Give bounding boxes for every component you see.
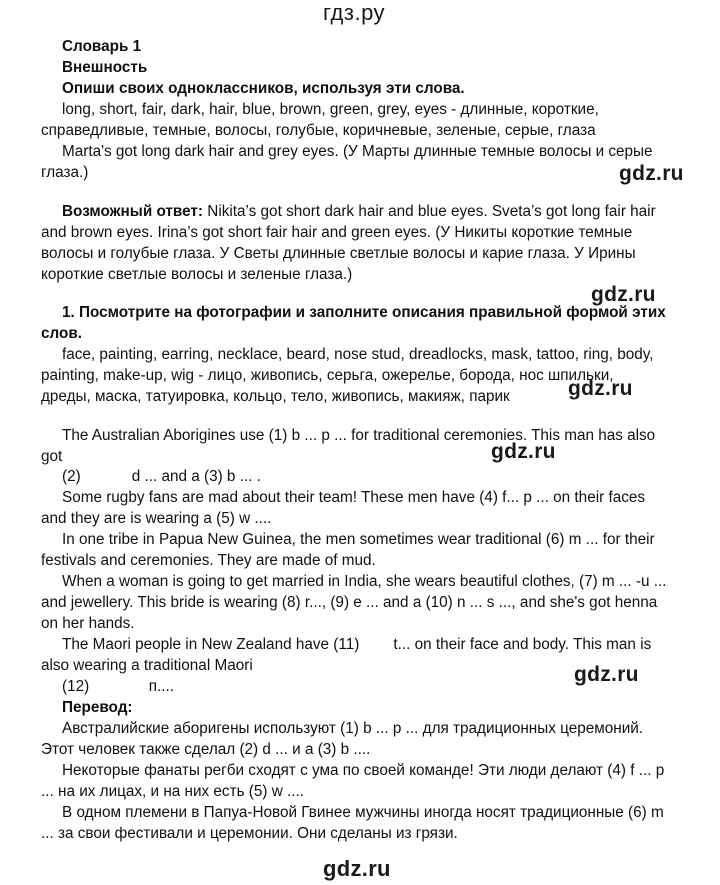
- answer-line: волосы и голубые глаза. У Светы длинные светлые волосы и карие глаза. У Ирины: [41, 245, 636, 262]
- text-line: got: [41, 448, 63, 465]
- translation-line: ... на их лицах, и на них есть (5) w ....: [41, 783, 305, 800]
- text-line: In one tribe in Papua New Guinea, the men sometimes wear traditional (6) m ... for their: [62, 531, 655, 548]
- text-line: on her hands.: [41, 615, 135, 632]
- watermark: gdz.ru: [568, 377, 633, 400]
- footer-watermark: gdz.ru: [323, 856, 391, 881]
- text-line: and jewellery. This bride is wearing (8) r..., (9) e ... and a (10) n ... s ..., and she's got henna: [41, 594, 658, 611]
- text-line: The Australian Aborigines use (1) b ... p ... for traditional ceremonies. This man has also: [62, 427, 656, 444]
- vocab-line: long, short, fair, dark, hair, blue, brown, green, grey, eyes - длинные, короткие,: [62, 101, 599, 118]
- answer-first-line: [62, 202, 656, 222]
- site-header-title: гдз.ру: [323, 0, 386, 25]
- text-line: (12) п....: [62, 678, 174, 695]
- watermark: gdz.ru: [619, 162, 684, 185]
- translation-label: Перевод:: [62, 699, 133, 716]
- translation-line: Некоторые фанаты регби сходят с ума по своей команде! Эти люди делают (4) f ... p: [62, 762, 665, 779]
- text-line: festivals and ceremonies. They are made of mud.: [41, 552, 376, 569]
- text-line: The Maori people in New Zealand have (11) t... on their face and body. This man is: [62, 636, 652, 653]
- text-line: (2) d ... and a (3) b ... .: [62, 468, 261, 485]
- watermark: gdz.ru: [574, 663, 639, 686]
- exercise-words: painting, make-up, wig - лицо, живопись, серьга, ожерелье, борода, нос шпильки,: [41, 367, 614, 384]
- translation-line: Австралийские аборигены используют (1) b ... p ... для традиционных церемоний.: [62, 720, 644, 737]
- answer-line: короткие светлые волосы и зеленые глаза.): [41, 266, 353, 283]
- vocab-line: справедливые, темные, волосы, голубые, коричневые, зеленые, серые, глаза: [41, 122, 596, 139]
- exercise-words: дреды, маска, татуировка, кольцо, тело, живопись, макияж, парик: [41, 388, 510, 405]
- watermark: gdz.ru: [491, 440, 556, 463]
- exercise-heading-cont: слов.: [41, 325, 83, 342]
- vocab-title: Словарь 1: [62, 38, 142, 55]
- text-line: When a woman is going to get married in India, she wears beautiful clothes, (7) m ... -u ...: [62, 573, 667, 590]
- answer-label: Возможный ответ:: [62, 203, 204, 220]
- text-line: Some rugby fans are mad about their team! These men have (4) f... p ... on their faces: [62, 489, 645, 506]
- vocab-line: Marta's got long dark hair and grey eyes. (У Марты длинные темные волосы и серые: [62, 143, 653, 160]
- exercise-heading: 1. Посмотрите на фотографии и заполните описания правильной формой этих: [62, 304, 666, 321]
- vocab-line: глаза.): [41, 164, 89, 181]
- translation-line: Этот человек также сделал (2) d ... и a (3) b ....: [41, 741, 371, 758]
- text-line: and they are is wearing a (5) w ....: [41, 510, 272, 527]
- exercise-words: face, painting, earring, necklace, beard, nose stud, dreadlocks, mask, tattoo, ring, body,: [62, 346, 654, 363]
- translation-line: ... за свои фестивали и церемонии. Они сделаны из грязи.: [41, 825, 458, 842]
- answer-text: Nikita’s got short dark hair and blue eyes. Sveta’s got long fair hair: [203, 203, 656, 220]
- watermark: gdz.ru: [591, 283, 656, 306]
- vocab-subtitle: Внешность: [62, 59, 148, 76]
- answer-line: and brown eyes. Irina’s got short fair hair and green eyes. (У Никиты короткие темные: [41, 224, 633, 241]
- text-line: also wearing a traditional Maori: [41, 657, 253, 674]
- translation-line: В одном племени в Папуа-Новой Гвинее мужчины иногда носят традиционные (6) m: [62, 804, 664, 821]
- vocab-task: Опиши своих одноклассников, используя эти слова.: [62, 80, 465, 97]
